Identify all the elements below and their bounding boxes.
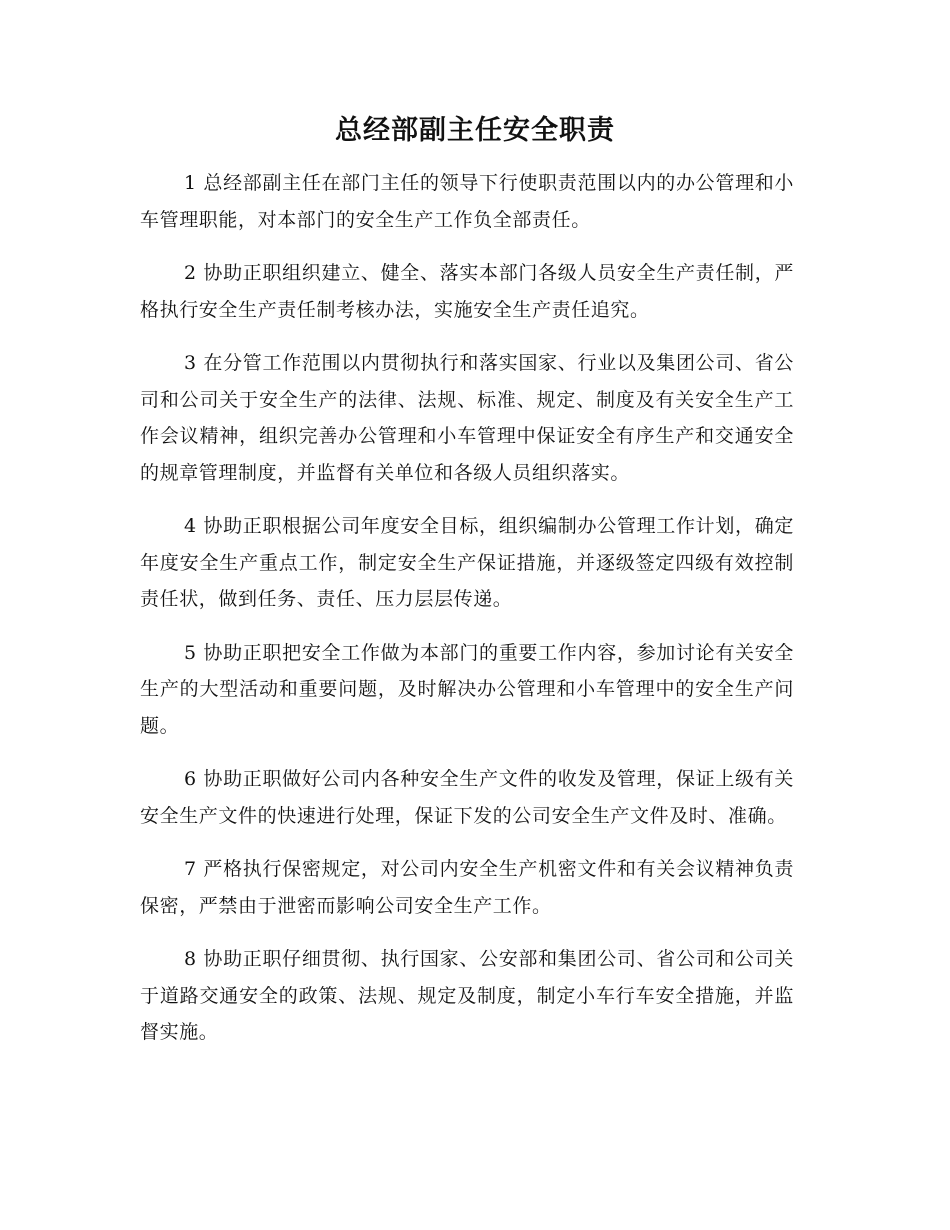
paragraph-2: 2 协助正职组织建立、健全、落实本部门各级人员安全生产责任制，严格执行安全生产责任制考核办法，实施安全生产责任追究。 (140, 262, 794, 321)
paragraph-8: 8 协助正职仔细贯彻、执行国家、公安部和集团公司、省公司和公司关于道路交通安全的政策、法规、规定及制度，制定小车行车安全措施，并监督实施。 (140, 948, 794, 1043)
document-body (140, 165, 794, 1068)
paragraph-6: 6 协助正职做好公司内各种安全生产文件的收发及管理，保证上级有关安全生产文件的快速进行处理，保证下发的公司安全生产文件及时、准确。 (140, 768, 794, 827)
paragraph-4: 4 协助正职根据公司年度安全目标，组织编制办公管理工作计划，确定年度安全生产重点工作，制定安全生产保证措施，并逐级签定四级有效控制责任状，做到任务、责任、压力层层传递。 (140, 515, 794, 610)
paragraph-1: 1 总经部副主任在部门主任的领导下行使职责范围以内的办公管理和小车管理职能，对本部门的安全生产工作负全部责任。 (140, 172, 794, 231)
paragraph-5: 5 协助正职把安全工作做为本部门的重要工作内容，参加讨论有关安全生产的大型活动和重要问题，及时解决办公管理和小车管理中的安全生产问题。 (140, 641, 794, 737)
paragraph-3: 3 在分管工作范围以内贯彻执行和落实国家、行业以及集团公司、省公司和公司关于安全生产的法律、法规、标准、规定、制度及有关安全生产工作会议精神，组织完善办公管理和小车管理中保证安全有序生产和交通安全的规章管理制度，并监督有关单位和各级人员组织落实。 (140, 352, 794, 484)
paragraph-7: 7 严格执行保密规定，对公司内安全生产机密文件和有关会议精神负责保密，严禁由于泄密而影响公司安全生产工作。 (140, 858, 794, 917)
document-title: 总经部副主任安全职责 (335, 115, 615, 146)
